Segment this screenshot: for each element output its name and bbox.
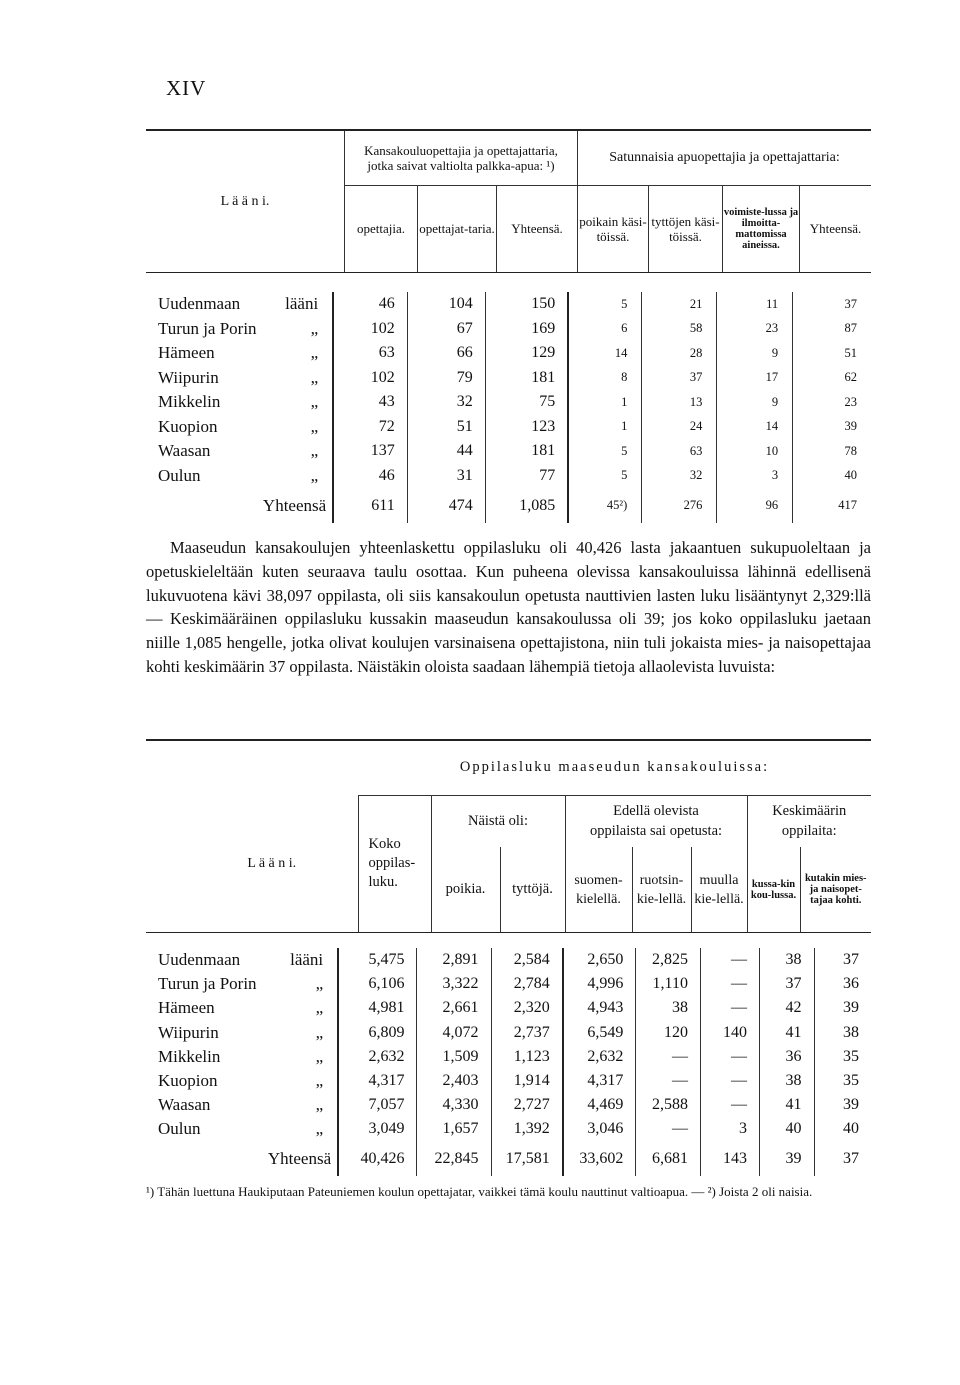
province-name: Mikkelin xyxy=(158,1046,221,1066)
table-cell: 43 xyxy=(333,390,407,415)
table-cell: 31 xyxy=(407,464,485,489)
table-cell: 58 xyxy=(642,317,717,342)
table-cell: 120 xyxy=(636,1021,701,1045)
table-cell: 6,549 xyxy=(563,1021,636,1045)
table1-body xyxy=(146,292,871,523)
table-cell: 38 xyxy=(636,996,701,1020)
province-name: Mikkelin xyxy=(158,392,221,412)
table-cell: 45²) xyxy=(568,488,642,523)
total-row xyxy=(146,488,871,523)
table-cell: 137 xyxy=(333,439,407,464)
table-cell: 36 xyxy=(843,975,859,993)
table2-col-tyttoja: tyttöjä. xyxy=(500,847,565,932)
table-cell: 51 xyxy=(844,345,857,360)
table-cell: 611 xyxy=(333,488,407,523)
table-cell: 2,891 xyxy=(417,948,491,972)
table-cell: 21 xyxy=(642,292,717,317)
province-name: Uudenmaan xyxy=(158,950,241,970)
table2-col-kutakin: kutakin mies- ja naisopet-tajaa kohti. xyxy=(804,873,867,906)
table-row xyxy=(146,464,871,489)
table2-body xyxy=(146,948,871,1176)
table-cell: 14 xyxy=(568,341,642,366)
table-row xyxy=(146,1021,871,1045)
table-cell: 17 xyxy=(717,366,793,391)
table-cell: — xyxy=(700,996,759,1020)
table-cell: 1,509 xyxy=(417,1045,491,1069)
table2-header-bottom-rule xyxy=(146,932,871,933)
table-cell: 40 xyxy=(844,468,857,482)
province-name: Waasan xyxy=(158,441,211,461)
table-row xyxy=(146,292,871,317)
table-cell: 3,046 xyxy=(563,1117,636,1141)
table-cell: 1 xyxy=(568,390,642,415)
table-cell: 150 xyxy=(485,292,568,317)
table-cell: 72 xyxy=(333,415,407,440)
table-cell: 4,317 xyxy=(563,1069,636,1093)
footnote: ¹) Tähän luettuna Haukiputaan Pateuniemen koulun opettajatar, vaikkei tämä koulu nauttinut valtioapua. — ²) Joista 2 oli naisia. xyxy=(146,1184,813,1199)
table-cell: 37 xyxy=(844,296,857,311)
table-cell: 123 xyxy=(485,415,568,440)
table2-header-keski: Keskimäärin oppilaita: xyxy=(772,803,847,840)
table-cell: 4,072 xyxy=(417,1021,491,1045)
table-cell: 79 xyxy=(407,366,485,391)
table-row xyxy=(146,1045,871,1069)
table-cell: — xyxy=(700,1093,759,1117)
table-cell: 14 xyxy=(717,415,793,440)
table-cell: 2,403 xyxy=(417,1069,491,1093)
province-suffix: lääni xyxy=(285,294,319,314)
table-cell: 2,784 xyxy=(491,972,563,996)
table2-title: Oppilasluku maaseudun kansakouluissa: xyxy=(358,741,871,795)
province-suffix: „ xyxy=(310,465,319,485)
table-row xyxy=(146,317,871,342)
table-cell: 33,602 xyxy=(563,1142,636,1176)
province-suffix: „ xyxy=(310,318,319,338)
table-cell: 1,110 xyxy=(636,972,701,996)
table-cell: 4,981 xyxy=(338,996,417,1020)
table2-header xyxy=(146,741,871,932)
table-cell: 87 xyxy=(844,321,857,336)
table-row xyxy=(146,390,871,415)
table-row xyxy=(146,972,871,996)
table-cell: 35 xyxy=(843,1047,859,1065)
table-cell: 63 xyxy=(642,439,717,464)
table-cell: 42 xyxy=(759,996,814,1020)
province-suffix: lääni xyxy=(290,950,324,970)
table-cell: 417 xyxy=(838,498,857,512)
table2-col-muulla: muulla kie-lellä. xyxy=(691,847,747,932)
table-cell: 40 xyxy=(843,1120,859,1138)
table-row xyxy=(146,1093,871,1117)
table-cell: 6,809 xyxy=(338,1021,417,1045)
province-name: Oulun xyxy=(158,1119,201,1139)
province-suffix: „ xyxy=(310,367,319,387)
province-name: Turun ja Porin xyxy=(158,974,257,994)
table-cell: — xyxy=(700,1069,759,1093)
table-cell: — xyxy=(700,948,759,972)
table-cell: 8 xyxy=(568,366,642,391)
province-name: Turun ja Porin xyxy=(158,318,257,338)
table1-header-bottom-rule xyxy=(146,272,871,273)
table-cell: 1 xyxy=(568,415,642,440)
table-cell: 39 xyxy=(844,419,857,434)
table2-header-laani: L ä ä n i. xyxy=(146,795,358,932)
province-suffix: „ xyxy=(315,998,324,1018)
table-cell: 1,914 xyxy=(491,1069,563,1093)
table-cell: 23 xyxy=(717,317,793,342)
table-cell: 2,632 xyxy=(563,1045,636,1069)
table-cell: 39 xyxy=(843,999,859,1017)
table-cell: 44 xyxy=(407,439,485,464)
province-suffix: „ xyxy=(315,1095,324,1115)
table-cell: 9 xyxy=(717,390,793,415)
table1-col-tyttojen: tyttöjen käsi-töissä. xyxy=(649,185,723,272)
table-row xyxy=(146,415,871,440)
table-cell: 4,469 xyxy=(563,1093,636,1117)
table1-header-group2: Satunnaisia apuopettajia ja opettajattaria: xyxy=(609,150,840,166)
table-cell: 41 xyxy=(759,1093,814,1117)
table-cell: 40 xyxy=(759,1117,814,1141)
table-cell: 2,588 xyxy=(636,1093,701,1117)
province-name: Oulun xyxy=(158,465,201,485)
table-cell: 38 xyxy=(759,948,814,972)
table1-col-opettajia: opettajia. xyxy=(345,185,418,272)
table-cell: 7,057 xyxy=(338,1093,417,1117)
table-cell: 1,392 xyxy=(491,1117,563,1141)
table-cell: 2,650 xyxy=(563,948,636,972)
table-cell: 41 xyxy=(759,1021,814,1045)
table-cell: 169 xyxy=(485,317,568,342)
table1-col-yhteensa: Yhteensä. xyxy=(497,185,578,272)
table-cell: 32 xyxy=(407,390,485,415)
table-cell: 37 xyxy=(843,951,859,969)
table2-col-ruotsin: ruotsin-kie-lellä. xyxy=(632,847,691,932)
table-cell: 11 xyxy=(717,292,793,317)
table-cell: 102 xyxy=(333,366,407,391)
table-cell: 3,322 xyxy=(417,972,491,996)
table-cell: 276 xyxy=(642,488,717,523)
province-suffix: „ xyxy=(310,392,319,412)
table-cell: 1,657 xyxy=(417,1117,491,1141)
table-cell: 96 xyxy=(717,488,793,523)
table-cell: 2,737 xyxy=(491,1021,563,1045)
table-row xyxy=(146,1117,871,1141)
table1-header-group1: Kansakouluopettajia ja opettajattaria, jotka saivat valtiolta palkka-apua: ¹) xyxy=(345,131,578,185)
province-suffix: „ xyxy=(315,1119,324,1139)
table2-col-poikia: poikia. xyxy=(431,847,500,932)
table-cell: 62 xyxy=(844,370,857,385)
table-row xyxy=(146,1069,871,1093)
table-cell: 474 xyxy=(407,488,485,523)
table2-header-naista: Näistä oli: xyxy=(431,795,565,847)
table2-col-suomen: suomen-kielellä. xyxy=(565,847,632,932)
table-cell: 38 xyxy=(843,1023,859,1041)
table1-col-yhteensa2: Yhteensä. xyxy=(809,221,862,237)
table-row xyxy=(146,366,871,391)
table-cell: 38 xyxy=(759,1069,814,1093)
table-cell: 17,581 xyxy=(491,1142,563,1176)
table-cell: 5,475 xyxy=(338,948,417,972)
table-cell: 102 xyxy=(333,317,407,342)
table-cell: 143 xyxy=(700,1142,759,1176)
table-cell: 5 xyxy=(568,439,642,464)
table-cell: 6,106 xyxy=(338,972,417,996)
table-cell: 140 xyxy=(700,1021,759,1045)
table-cell: 37 xyxy=(759,972,814,996)
table-cell: 23 xyxy=(844,394,857,409)
table1-header-laani: L ä ä n i. xyxy=(146,131,345,272)
table-cell: 9 xyxy=(717,341,793,366)
table1-header xyxy=(146,131,871,272)
table-cell: 4,996 xyxy=(563,972,636,996)
table-cell: 51 xyxy=(407,415,485,440)
table-cell: 78 xyxy=(844,443,857,458)
table-cell: 1,085 xyxy=(485,488,568,523)
table-cell: 66 xyxy=(407,341,485,366)
province-suffix: „ xyxy=(315,1022,324,1042)
province-suffix: „ xyxy=(315,1046,324,1066)
province-suffix: „ xyxy=(315,974,324,994)
table-cell: 1,123 xyxy=(491,1045,563,1069)
table-cell: 181 xyxy=(485,439,568,464)
table-cell: 2,825 xyxy=(636,948,701,972)
table-cell: 5 xyxy=(568,464,642,489)
total-label: Yhteensä xyxy=(267,1148,332,1168)
body-paragraph xyxy=(146,536,871,679)
table-row xyxy=(146,996,871,1020)
table-cell: 37 xyxy=(843,1149,859,1167)
table-cell: 40,426 xyxy=(338,1142,417,1176)
province-name: Kuopion xyxy=(158,416,218,436)
table2-col-koko: Koko oppilas-luku. xyxy=(358,795,431,932)
province-suffix: „ xyxy=(310,441,319,461)
table-cell: 2,584 xyxy=(491,948,563,972)
table-row xyxy=(146,439,871,464)
table-cell: 37 xyxy=(642,366,717,391)
table-cell: — xyxy=(636,1069,701,1093)
table-cell: — xyxy=(700,972,759,996)
table-cell: 10 xyxy=(717,439,793,464)
table-cell: 35 xyxy=(843,1072,859,1090)
table-cell: 32 xyxy=(642,464,717,489)
table-row xyxy=(146,341,871,366)
table-cell: 28 xyxy=(642,341,717,366)
table-cell: 3 xyxy=(700,1117,759,1141)
table-cell: 2,661 xyxy=(417,996,491,1020)
table-cell: 46 xyxy=(333,292,407,317)
table-cell: 13 xyxy=(642,390,717,415)
province-name: Waasan xyxy=(158,1095,211,1115)
paragraph-text: Maaseudun kansakoulujen yhteenlaskettu oppilasluku oli 40,426 lasta jakaantuen sukupuoleltaan ja opetuskieleltään kuten seuraava taulu osottaa. Kun puheena olevissa kansakouluissa lähinnä edellisenä lukuvuotena kävi 38,097 oppilasta, oli siis kansakoulun opetusta nauttivien lasten luku lisääntynyt 2,329:llä — Keskimääräinen oppilasluku kussakin maaseudun kansakoulussa oli 39; jos koko oppilasluku jaetaan niille 1,085 hengelle, jotka olivat koulujen varsinaisena opettajistona, niin tuli jokaista mies- ja naisopettajaa kohti keskimäärin 37 oppilasta. Näistäkin oloista saadaan lähempiä tietoja allaolevista luvuista: xyxy=(146,538,871,676)
table-cell: 46 xyxy=(333,464,407,489)
table-row xyxy=(146,948,871,972)
table-cell: 24 xyxy=(642,415,717,440)
table-cell: — xyxy=(700,1045,759,1069)
table-cell: — xyxy=(636,1045,701,1069)
table-cell: 63 xyxy=(333,341,407,366)
table-cell: 4,330 xyxy=(417,1093,491,1117)
province-suffix: „ xyxy=(310,416,319,436)
table-cell: 6 xyxy=(568,317,642,342)
table1-col-poikain: poikain käsi-töissä. xyxy=(578,185,649,272)
table-cell: 39 xyxy=(759,1142,814,1176)
table-cell: 36 xyxy=(759,1045,814,1069)
province-name: Kuopion xyxy=(158,1071,218,1091)
table-cell: — xyxy=(636,1117,701,1141)
table-cell: 2,632 xyxy=(338,1045,417,1069)
province-name: Uudenmaan xyxy=(158,294,241,314)
table-cell: 104 xyxy=(407,292,485,317)
province-suffix: „ xyxy=(315,1071,324,1091)
table1-col-voimistelu: voimiste-lussa ja ilmoitta-mattomissa aineissa. xyxy=(723,185,800,272)
table-cell: 181 xyxy=(485,366,568,391)
table2-header-edella: Edellä olevista oppilaista sai opetusta: xyxy=(565,795,747,847)
total-label: Yhteensä xyxy=(262,495,327,515)
table-cell: 39 xyxy=(843,1096,859,1114)
table1-col-opettajattaria: opettajat-taria. xyxy=(418,185,497,272)
province-suffix: „ xyxy=(310,343,319,363)
page-number: XIV xyxy=(166,76,207,100)
table-cell: 2,727 xyxy=(491,1093,563,1117)
table-cell: 129 xyxy=(485,341,568,366)
province-name: Hämeen xyxy=(158,998,215,1018)
table-cell: 3 xyxy=(717,464,793,489)
table-cell: 77 xyxy=(485,464,568,489)
table-cell: 4,943 xyxy=(563,996,636,1020)
table-cell: 2,320 xyxy=(491,996,563,1020)
table-cell: 5 xyxy=(568,292,642,317)
province-name: Wiipurin xyxy=(158,1022,219,1042)
table-cell: 3,049 xyxy=(338,1117,417,1141)
table-cell: 22,845 xyxy=(417,1142,491,1176)
province-name: Hämeen xyxy=(158,343,215,363)
province-name: Wiipurin xyxy=(158,367,219,387)
table-cell: 67 xyxy=(407,317,485,342)
table-cell: 6,681 xyxy=(636,1142,701,1176)
table2-col-kussakin: kussa-kin kou-lussa. xyxy=(747,847,800,932)
total-row xyxy=(146,1142,871,1176)
table-cell: 75 xyxy=(485,390,568,415)
table-cell: 4,317 xyxy=(338,1069,417,1093)
